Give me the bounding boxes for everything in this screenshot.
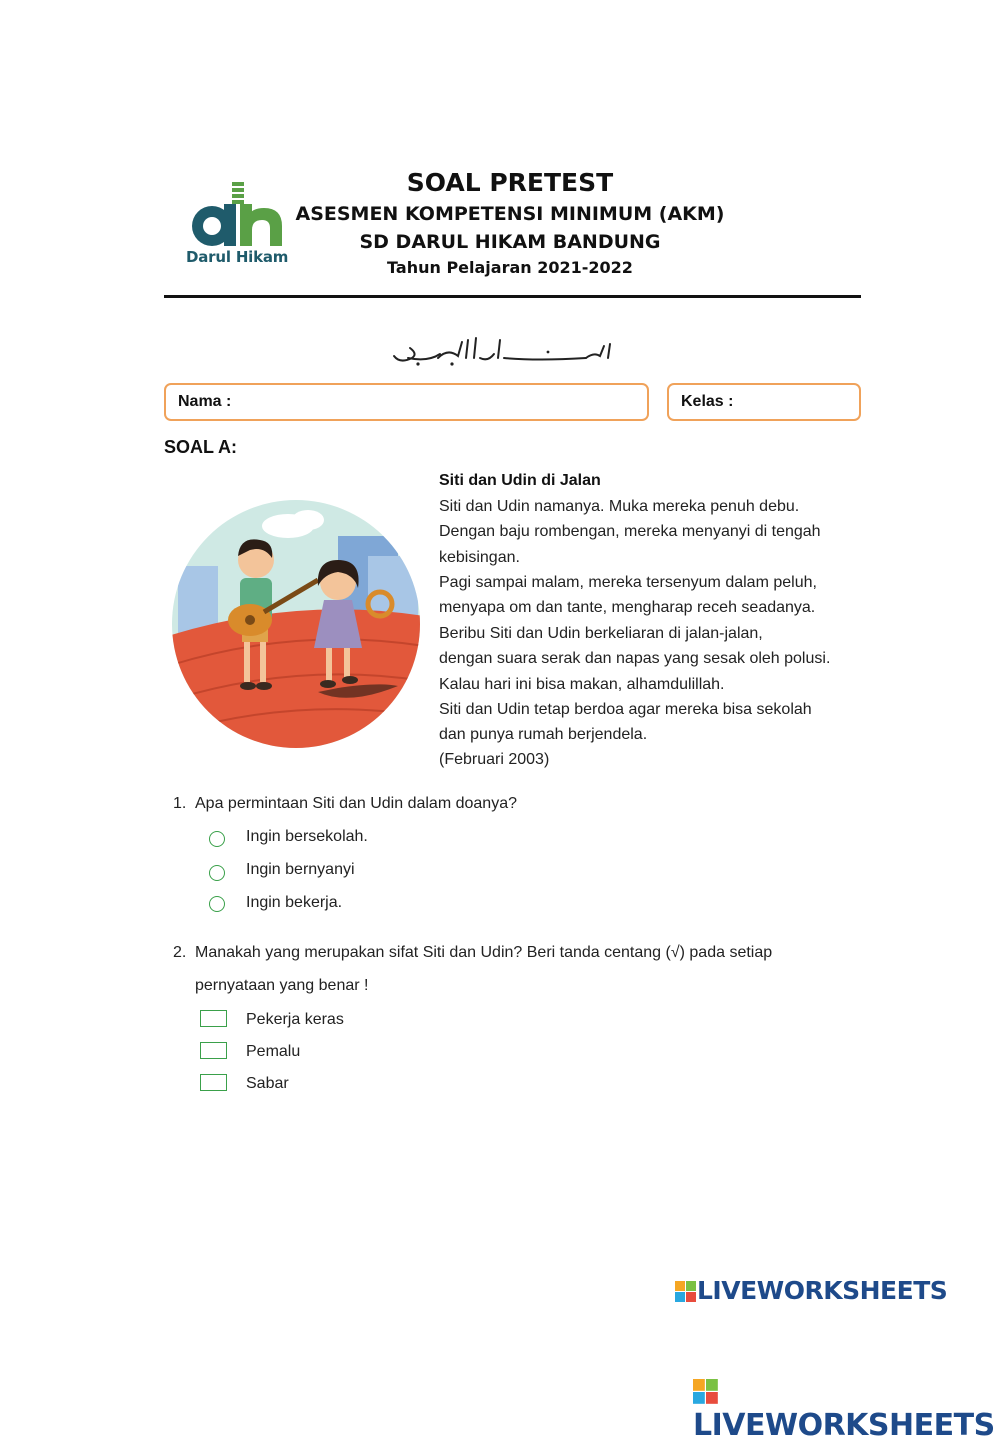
story-line: dengan suara serak dan napas yang sesak oleh polusi. [439, 650, 831, 667]
story-line: Siti dan Udin tetap berdoa agar mereka bisa sekolah [439, 701, 812, 718]
school-name: SD DARUL HIKAM BANDUNG [359, 231, 661, 253]
question-1-option-2-radio[interactable] [209, 865, 225, 881]
name-field[interactable] [164, 383, 649, 421]
story-line: Kalau hari ini bisa makan, alhamdulillah. [439, 676, 725, 693]
story-title: Siti dan Udin di Jalan [439, 472, 601, 489]
liveworksheets-logo-icon [675, 1281, 697, 1303]
logo-text: Darul Hikam [186, 248, 289, 266]
question-2-option-2-label: Pemalu [246, 1043, 301, 1060]
story-line: kebisingan. [439, 549, 520, 566]
question-2-option-3-checkbox[interactable] [200, 1074, 227, 1091]
story-illustration [168, 496, 424, 752]
document-title: SOAL PRETEST [406, 168, 614, 197]
question-1-option-3-radio[interactable] [209, 896, 225, 912]
story-line: Siti dan Udin namanya. Muka mereka penuh debu. [439, 498, 800, 515]
question-2-option-3-label: Sabar [246, 1075, 289, 1092]
question-2-option-1-checkbox[interactable] [200, 1010, 227, 1027]
question-1-number: 1. [173, 795, 187, 812]
question-2-option-1-label: Pekerja keras [246, 1011, 344, 1028]
question-1-option-2-label: Ingin bernyanyi [246, 861, 355, 878]
section-title: SOAL A: [164, 437, 238, 457]
class-label: Kelas : [681, 393, 734, 410]
name-label: Nama : [178, 393, 232, 410]
story-line: Beribu Siti dan Udin berkeliaran di jalan-jalan, [439, 625, 763, 642]
question-1-text: Apa permintaan Siti dan Udin dalam doanya? [195, 795, 517, 812]
question-2-number: 2. [173, 944, 187, 961]
watermark-text: LIVEWORKSHEETS [697, 1276, 948, 1305]
header-divider [164, 295, 861, 298]
question-1-option-1-label: Ingin bersekolah. [246, 828, 368, 845]
liveworksheets-logo-icon [693, 1379, 719, 1405]
liveworksheets-watermark [693, 1373, 1000, 1443]
story-line: (Februari 2003) [439, 751, 550, 768]
liveworksheets-watermark [675, 1276, 947, 1305]
question-2-option-2-checkbox[interactable] [200, 1042, 227, 1059]
document-subtitle: ASESMEN KOMPETENSI MINIMUM (AKM) [295, 203, 725, 225]
question-2-text-continued: pernyataan yang benar ! [195, 977, 369, 994]
question-2-text: Manakah yang merupakan sifat Siti dan Udin? Beri tanda centang (√) pada setiap [195, 944, 773, 961]
academic-year: Tahun Pelajaran 2021-2022 [387, 258, 633, 277]
story-line: Dengan baju rombengan, mereka menyanyi di tengah [439, 523, 821, 540]
story-line: dan punya rumah berjendela. [439, 726, 648, 743]
question-1-option-3-label: Ingin bekerja. [246, 894, 343, 911]
class-field[interactable] [667, 383, 861, 421]
story-line: menyapa om dan tante, mengharap receh seadanya. [439, 599, 816, 616]
question-1-option-1-radio[interactable] [209, 831, 225, 847]
story-line: Pagi sampai malam, mereka tersenyum dalam peluh, [439, 574, 817, 591]
basmala-calligraphy [388, 328, 616, 368]
watermark-text: LIVEWORKSHEETS [693, 1408, 995, 1443]
